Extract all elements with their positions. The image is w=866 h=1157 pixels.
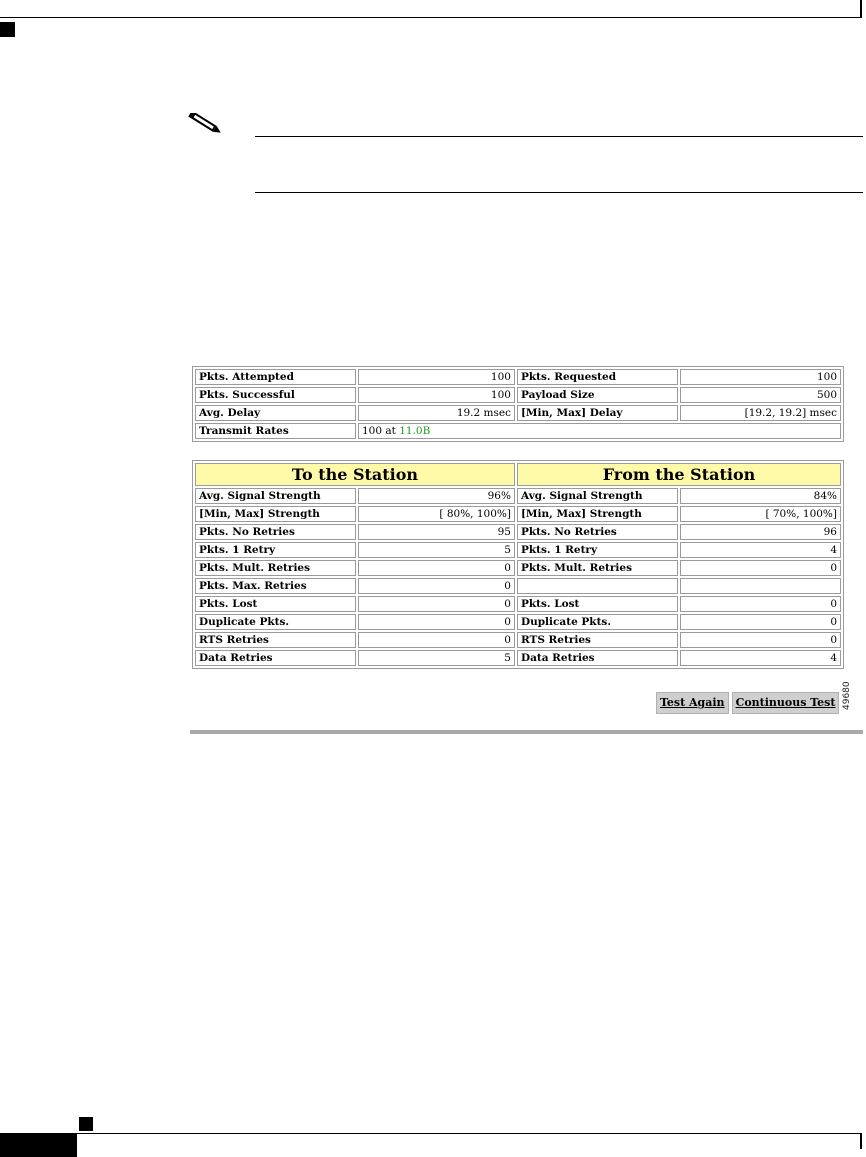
station-row: [195, 506, 841, 522]
station-row: [195, 596, 841, 612]
pencil-note-icon: [186, 113, 226, 135]
from-station-label: Data Retries: [517, 650, 678, 666]
to-station-value: 0: [358, 632, 515, 648]
to-station-value: 0: [358, 560, 515, 576]
summary-value: 500: [680, 387, 841, 403]
from-station-label: RTS Retries: [517, 632, 678, 648]
footer-block-marker: [79, 1117, 93, 1131]
from-station-label: [517, 578, 678, 594]
to-station-value: 95: [358, 524, 515, 540]
from-station-label: Avg. Signal Strength: [517, 488, 678, 504]
summary-value: [19.2, 19.2] msec: [680, 405, 841, 421]
station-row: [195, 524, 841, 540]
note-top-rule: [255, 136, 863, 137]
from-station-value: 4: [680, 542, 841, 558]
transmit-rates-label: Transmit Rates: [195, 423, 356, 439]
from-station-value: 4: [680, 650, 841, 666]
to-station-value: 5: [358, 650, 515, 666]
station-statistics-table: [192, 460, 844, 669]
summary-label: Pkts. Successful: [195, 387, 356, 403]
to-station-label: Pkts. Mult. Retries: [195, 560, 356, 576]
continuous-test-button[interactable]: Continuous Test: [732, 692, 840, 714]
from-station-value: 0: [680, 560, 841, 576]
header-rule-end: [860, 0, 862, 18]
to-station-value: 5: [358, 542, 515, 558]
from-station-label: Duplicate Pkts.: [517, 614, 678, 630]
summary-label: Avg. Delay: [195, 405, 356, 421]
from-station-value: [ 70%, 100%]: [680, 506, 841, 522]
summary-value: 19.2 msec: [358, 405, 515, 421]
summary-row-transmit: [195, 423, 841, 439]
footer-rule-end: [860, 1133, 862, 1149]
section-divider: [190, 730, 863, 734]
to-station-label: Pkts. No Retries: [195, 524, 356, 540]
station-row: [195, 578, 841, 594]
to-station-label: Avg. Signal Strength: [195, 488, 356, 504]
from-station-value: 0: [680, 632, 841, 648]
footer-page-tab: [0, 1133, 77, 1157]
summary-value: 100: [358, 387, 515, 403]
from-station-label: Pkts. No Retries: [517, 524, 678, 540]
to-station-label: Pkts. 1 Retry: [195, 542, 356, 558]
to-station-label: [Min, Max] Strength: [195, 506, 356, 522]
summary-row: [195, 387, 841, 403]
to-station-value: 96%: [358, 488, 515, 504]
from-station-value: 96: [680, 524, 841, 540]
from-station-label: Pkts. Mult. Retries: [517, 560, 678, 576]
from-station-label: Pkts. 1 Retry: [517, 542, 678, 558]
link-test-summary-table: [192, 366, 844, 442]
summary-row: [195, 405, 841, 421]
from-station-label: [Min, Max] Strength: [517, 506, 678, 522]
test-button-row: [656, 692, 839, 714]
station-row: [195, 560, 841, 576]
to-station-value: 0: [358, 614, 515, 630]
to-station-label: Data Retries: [195, 650, 356, 666]
header-block-marker: [0, 22, 15, 37]
to-station-value: [ 80%, 100%]: [358, 506, 515, 522]
to-station-label: Pkts. Lost: [195, 596, 356, 612]
from-station-value: [680, 578, 841, 594]
summary-label: Pkts. Requested: [517, 369, 678, 385]
summary-label: [Min, Max] Delay: [517, 405, 678, 421]
station-row: [195, 542, 841, 558]
station-row: [195, 632, 841, 648]
figure-id: 49680: [842, 681, 852, 711]
to-station-value: 0: [358, 596, 515, 612]
test-again-button[interactable]: Test Again: [656, 692, 729, 714]
from-station-label: Pkts. Lost: [517, 596, 678, 612]
transmit-rates-value: [358, 423, 841, 439]
note-bottom-rule: [255, 192, 863, 193]
station-rows: [195, 488, 841, 666]
summary-label: Payload Size: [517, 387, 678, 403]
from-station-header: From the Station: [517, 463, 841, 486]
summary-value: 100: [358, 369, 515, 385]
from-station-value: 0: [680, 614, 841, 630]
from-station-value: 0: [680, 596, 841, 612]
to-station-value: 0: [358, 578, 515, 594]
header-rule: [0, 17, 862, 18]
to-station-label: RTS Retries: [195, 632, 356, 648]
footer-rule: [0, 1133, 862, 1134]
station-row: [195, 650, 841, 666]
station-row: [195, 488, 841, 504]
to-station-label: Pkts. Max. Retries: [195, 578, 356, 594]
transmit-rate: 11.0B: [399, 425, 431, 437]
transmit-count: 100 at: [362, 425, 400, 437]
summary-label: Pkts. Attempted: [195, 369, 356, 385]
to-station-label: Duplicate Pkts.: [195, 614, 356, 630]
summary-rows: [195, 369, 841, 439]
to-station-header: To the Station: [195, 463, 515, 486]
summary-row: [195, 369, 841, 385]
summary-value: 100: [680, 369, 841, 385]
station-row: [195, 614, 841, 630]
from-station-value: 84%: [680, 488, 841, 504]
